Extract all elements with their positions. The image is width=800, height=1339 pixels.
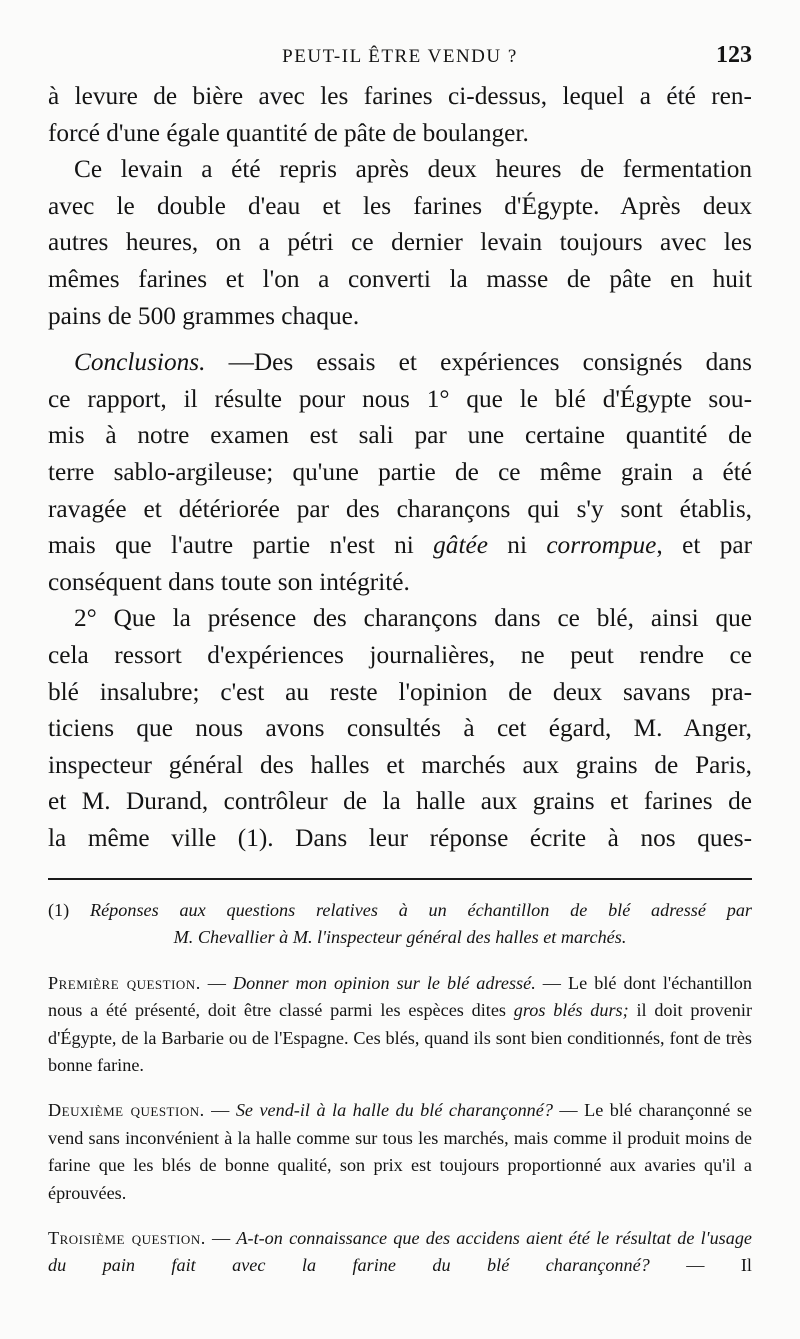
text-fragment: mais que l'autre partie n'est ni bbox=[48, 531, 434, 560]
text-line: la même ville (1). Dans leur réponse écrite à nos ques- bbox=[48, 823, 752, 852]
question-3 bbox=[48, 1225, 752, 1280]
text-line: forcé d'une égale quantité de pâte de boulanger. bbox=[48, 118, 529, 147]
text-line: conséquent dans toute son intégrité. bbox=[48, 567, 410, 596]
question-label: Deuxième question. bbox=[48, 1100, 205, 1121]
main-text bbox=[48, 78, 752, 856]
page-number: 123 bbox=[716, 42, 752, 68]
text-line: ravagée et détériorée par des charançons qui s'y sont établis, bbox=[48, 494, 752, 523]
text-fragment: , et par bbox=[656, 531, 752, 560]
text-line: cela ressort d'expériences journalières, ne peut rendre ce bbox=[48, 640, 752, 669]
question-text: A-t-on connaissance que des accidens aient été le résultat de l'usage du pain fait avec la farine du blé charançonné? bbox=[48, 1228, 752, 1276]
answer-text: — Il bbox=[649, 1255, 752, 1276]
footnote-title bbox=[48, 897, 752, 924]
answer-text: — Le blé charançonné se vend sans inconvénient à la halle comme sur tous les marchés, mais comme il produit moins de farine que les blés de bonne qualité, son prix est toujours proportionné aux avaries qu'il a éprouvées. bbox=[48, 1100, 752, 1203]
text-line: Ce levain a été repris après deux heures de fermentation bbox=[74, 155, 752, 184]
footnote-marker: (1) bbox=[48, 900, 90, 920]
question-1 bbox=[48, 970, 752, 1080]
answer-text: il doit provenir d'Égypte, de la Barbarie ou de l'Espagne. Ces blés, quand ils sont bien conditionnés, font de très bonne farine. bbox=[48, 1000, 752, 1076]
answer-emphasis: gros blés durs; bbox=[513, 1000, 629, 1021]
text-line: blé insalubre; c'est au reste l'opinion de deux savans pra- bbox=[48, 677, 752, 706]
footnote-divider bbox=[48, 878, 752, 880]
question-text: Se vend-il à la halle du blé charançonné? bbox=[235, 1100, 553, 1121]
question-dash: — bbox=[205, 1228, 237, 1249]
page-header bbox=[48, 38, 752, 74]
text-line: ce rapport, il résulte pour nous 1° que le blé d'Égypte sou- bbox=[48, 384, 752, 413]
footnote bbox=[48, 897, 752, 1280]
text-line: mis à notre examen est sali par une certaine quantité de bbox=[48, 421, 752, 450]
question-label: Première question. bbox=[48, 972, 201, 993]
text-line: avec le double d'eau et les farines d'Égypte. Après deux bbox=[48, 191, 752, 220]
text-line: pains de 500 grammes chaque. bbox=[48, 301, 360, 330]
conclusions-label: Conclusions. bbox=[74, 348, 206, 377]
running-title: PEUT-IL ÊTRE VENDU ? bbox=[282, 46, 518, 67]
text-line: autres heures, on a pétri ce dernier levain toujours avec les bbox=[48, 228, 752, 257]
question-dash: — bbox=[204, 1100, 236, 1121]
emphasis-gatee: gâtée bbox=[433, 531, 488, 560]
question-text: Donner mon opinion sur le blé adressé. bbox=[233, 972, 536, 993]
text-line: inspecteur général des halles et marchés aux grains de Paris, bbox=[48, 750, 752, 779]
text-line: et M. Durand, contrôleur de la halle aux grains et farines de bbox=[48, 787, 752, 816]
text-fragment: —Des essais et expériences consignés dans bbox=[205, 348, 752, 377]
emphasis-corrompue: corrompue bbox=[546, 531, 657, 560]
question-2 bbox=[48, 1097, 752, 1207]
text-line: 2° Que la présence des charançons dans ce blé, ainsi que bbox=[74, 604, 752, 633]
text-line bbox=[48, 527, 752, 564]
answer-text: — Le blé dont l'échantillon nous a été présenté, doit être classé parmi les espèces dites bbox=[48, 972, 752, 1021]
text-fragment: ni bbox=[487, 531, 547, 560]
footnote-title-line2: M. Chevallier à M. l'inspecteur général des halles et marchés. bbox=[173, 927, 627, 948]
text-line: ticiens que nous avons consultés à cet égard, M. Anger, bbox=[48, 714, 752, 743]
text-line: à levure de bière avec les farines ci-dessus, lequel a été ren- bbox=[48, 82, 752, 110]
conclusions-heading-line bbox=[48, 344, 752, 381]
question-dash: — bbox=[200, 972, 234, 993]
text-line: terre sablo-argileuse; qu'une partie de ce même grain a été bbox=[48, 457, 752, 486]
footnote-title-line1: Réponses aux questions relatives à un échantillon de blé adressé par bbox=[89, 900, 752, 920]
text-line: mêmes farines et l'on a converti la masse de pâte en huit bbox=[48, 264, 752, 293]
question-label: Troisième question. bbox=[48, 1228, 206, 1249]
